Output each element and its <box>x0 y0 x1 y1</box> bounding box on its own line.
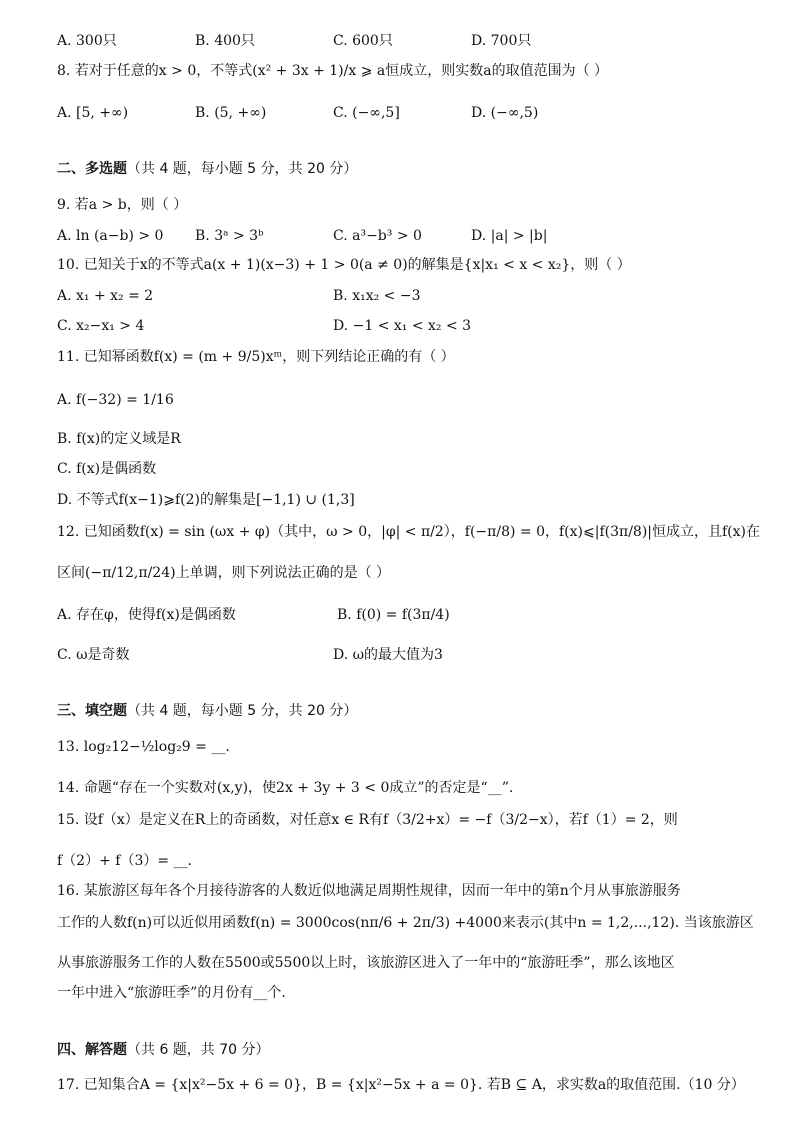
q11-option-d: D. 不等式f(x−1)⩾f(2)的解集是[−1,1) ∪ (1,3] <box>57 492 355 508</box>
q8-option-d: D. (−∞,5) <box>471 105 539 121</box>
q8-option-c: C. (−∞,5] <box>333 105 400 121</box>
q12-stem-line1: 12. 已知函数f(x) = sin (ωx + φ)（其中，ω > 0，|φ| < π/2），f(−π/8) = 0，f(x)⩽|f(3π/8)|恒成立，且f(x)在 <box>57 524 760 540</box>
q12-option-a: A. 存在φ，使得f(x)是偶函数 <box>57 607 236 623</box>
q8-stem: 8. 若对于任意的x > 0，不等式(x² + 3x + 1)/x ⩾ a恒成立，则实数a的取值范围为（ ） <box>57 63 609 79</box>
q11-option-a: A. f(−32) = 1/16 <box>57 392 174 408</box>
q10-option-a: A. x₁ + x₂ = 2 <box>57 288 154 304</box>
q11-option-b: B. f(x)的定义域是R <box>57 431 181 447</box>
q16-line4: 一年中进入“旅游旺季”的月份有__个. <box>57 985 286 1001</box>
q15-line2: f（2）+ f（3）= __. <box>57 853 192 869</box>
q17-text: 17. 已知集合A = {x|x²−5x + 6 = 0}，B = {x|x²−5x + a = 0}. 若B ⊆ A，求实数a的取值范围.（10 分） <box>57 1077 745 1093</box>
q10-option-b: B. x₁x₂ < −3 <box>333 288 421 304</box>
q13-text: 13. log₂12−½log₂9 = __. <box>57 739 230 755</box>
q9-stem: 9. 若a > b，则（ ） <box>57 197 188 213</box>
q8-option-a: A. [5, +∞) <box>57 105 129 121</box>
section-3-title: 三、填空题 <box>57 703 127 719</box>
q14-text: 14. 命题“存在一个实数对(x,y)，使2x + 3y + 3 < 0成立”的否定是“__”. <box>57 780 514 796</box>
q16-line2: 工作的人数f(n)可以近似用函数f(n) = 3000cos(nπ/6 + 2π/3) +4000来表示(其中n = 1,2,...,12). 当该旅游区 <box>57 915 754 931</box>
q12-option-d: D. ω的最大值为3 <box>333 647 443 663</box>
q7-option-c: C. 600只 <box>333 33 393 49</box>
q15-line1: 15. 设f（x）是定义在R上的奇函数，对任意x ∈ R有f（3/2+x）= −f（3/2−x），若f（1）= 2，则 <box>57 812 678 828</box>
section-4-heading <box>57 1040 270 1060</box>
q10-option-c: C. x₂−x₁ > 4 <box>57 318 145 334</box>
section-2-note: （共 4 题，每小题 5 分，共 20 分） <box>127 161 358 177</box>
section-4-note: （共 6 题，共 70 分） <box>127 1042 270 1058</box>
q9-option-c: C. a³−b³ > 0 <box>333 228 422 244</box>
q16-line1: 16. 某旅游区每年各个月接待游客的人数近似地满足周期性规律，因而一年中的第n个月从事旅游服务 <box>57 883 681 899</box>
section-2-title: 二、多选题 <box>57 161 127 177</box>
q7-option-b: B. 400只 <box>195 33 255 49</box>
q12-option-b: B. f(0) = f(3π/4) <box>337 607 450 623</box>
q16-line3: 从事旅游服务工作的人数在5500或5500以上时，该旅游区进入了一年中的“旅游旺季”，那么该地区 <box>57 955 675 971</box>
section-2-heading <box>57 159 357 179</box>
q9-option-a: A. ln (a−b) > 0 <box>57 228 164 244</box>
q10-stem: 10. 已知关于x的不等式a(x + 1)(x−3) + 1 > 0(a ≠ 0)的解集是{x|x₁ < x < x₂}，则（ ） <box>57 257 631 273</box>
q7-option-d: D. 700只 <box>471 33 532 49</box>
q9-option-d: D. |a| > |b| <box>471 228 548 244</box>
q8-option-b: B. (5, +∞) <box>195 105 267 121</box>
q11-stem: 11. 已知幂函数f(x) = (m + 9/5)xᵐ，则下列结论正确的有（ ） <box>57 349 455 365</box>
section-3-note: （共 4 题，每小题 5 分，共 20 分） <box>127 703 358 719</box>
section-3-heading <box>57 701 357 721</box>
q9-option-b: B. 3ᵃ > 3ᵇ <box>195 228 264 244</box>
q12-option-c: C. ω是奇数 <box>57 647 130 663</box>
q10-option-d: D. −1 < x₁ < x₂ < 3 <box>333 318 472 334</box>
q11-option-c: C. f(x)是偶函数 <box>57 461 157 477</box>
section-4-title: 四、解答题 <box>57 1042 127 1058</box>
q12-stem-line2: 区间(−π/12,π/24)上单调，则下列说法正确的是（ ） <box>57 565 391 581</box>
q7-option-a: A. 300只 <box>57 33 117 49</box>
